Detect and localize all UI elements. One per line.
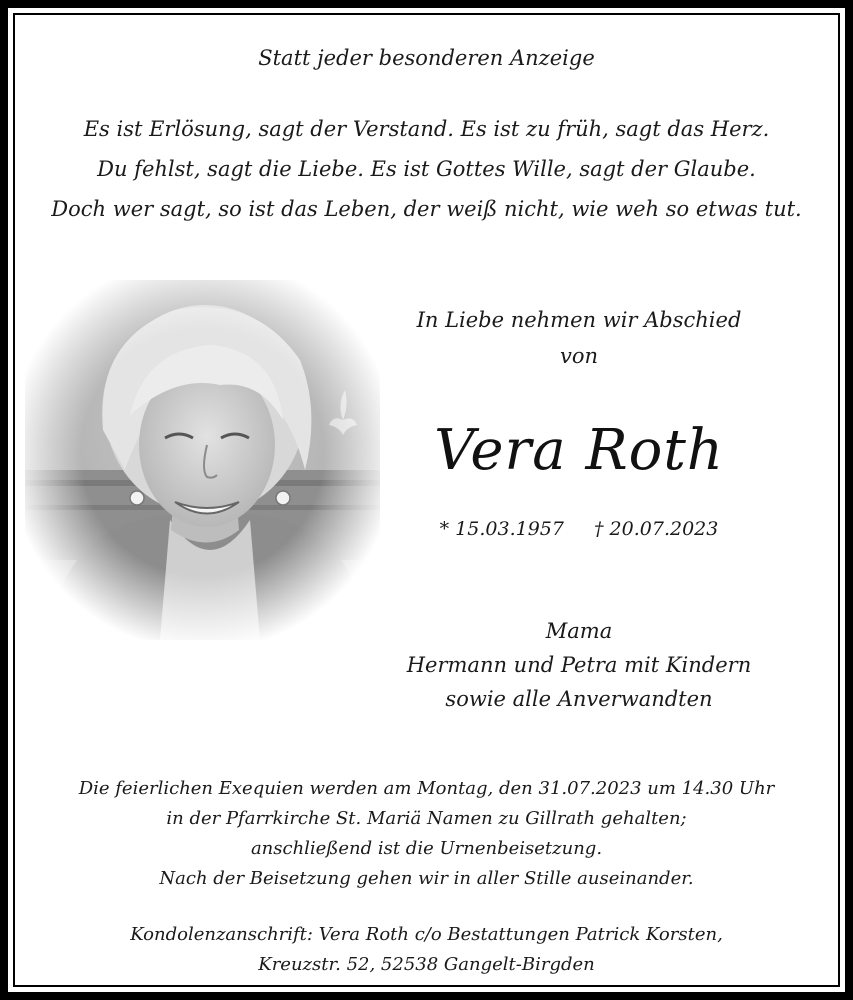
service-line-1: Die feierlichen Exequien werden am Montag, den 31.07.2023 um 14.30 Uhr — [78, 778, 775, 799]
verse-line-2: Du fehlst, sagt die Liebe. Es ist Gottes Wille, sagt der Glaube. — [97, 157, 756, 181]
mourner-line-3: sowie alle Anverwandten — [445, 687, 713, 711]
service-line-4: Nach der Beisetzung gehen wir in aller Stille auseinander. — [159, 868, 694, 889]
service-line-2: in der Pfarrkirche St. Mariä Namen zu Gillrath gehalten; — [166, 808, 687, 829]
birth-date: * 15.03.1957 — [439, 518, 564, 540]
farewell-line-1: In Liebe nehmen wir Abschied — [416, 308, 742, 332]
farewell-line-2: von — [559, 344, 599, 368]
life-dates — [378, 518, 780, 540]
deceased-name: Vera Roth — [434, 418, 724, 483]
portrait-photo — [25, 280, 380, 640]
mourner-line-2: Hermann und Petra mit Kindern — [406, 653, 752, 677]
death-date: † 20.07.2023 — [594, 518, 719, 540]
mourner-line-1: Mama — [545, 619, 613, 643]
service-line-3: anschließend ist die Urnenbeisetzung. — [250, 838, 603, 859]
condolence-line-1: Kondolenzanschrift: Vera Roth c/o Bestattungen Patrick Korsten, — [130, 924, 723, 945]
intro-text: Statt jeder besonderen Anzeige — [258, 46, 595, 70]
verse-line-3: Doch wer sagt, so ist das Leben, der weiß nicht, wie weh so etwas tut. — [51, 197, 802, 221]
verse-line-1: Es ist Erlösung, sagt der Verstand. Es ist zu früh, sagt das Herz. — [83, 117, 770, 141]
condolence-line-2: Kreuzstr. 52, 52538 Gangelt-Birgden — [258, 954, 595, 975]
